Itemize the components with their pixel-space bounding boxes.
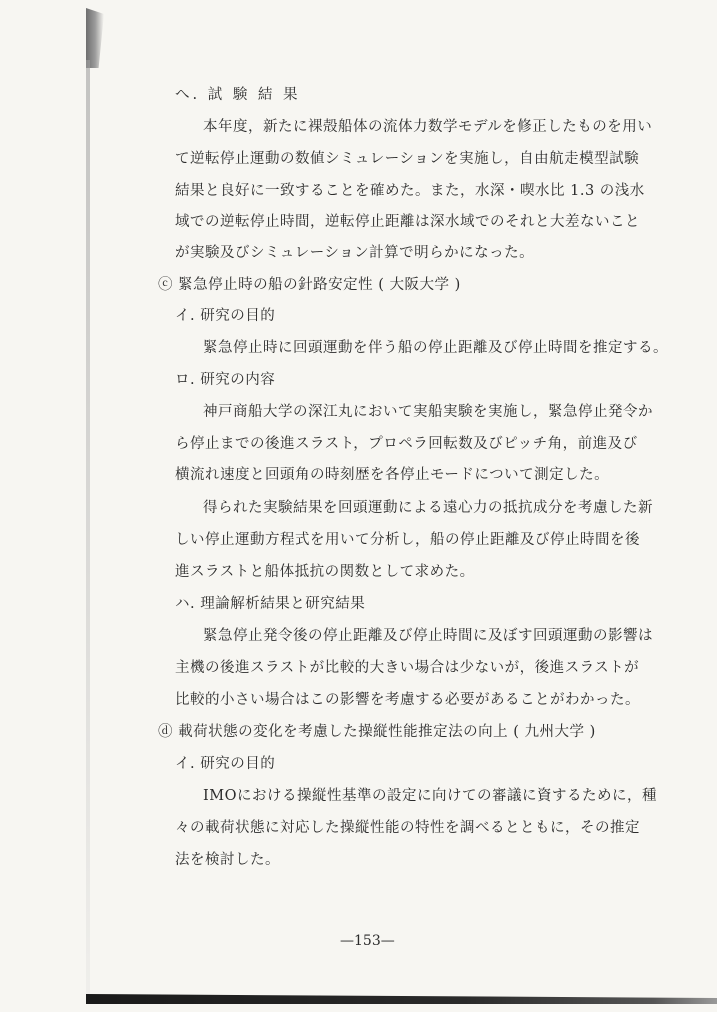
body-line: 緊急停止時に回頭運動を伴う船の停止距離及び停止時間を推定する。 (203, 340, 668, 356)
scan-shadow-bottom (86, 994, 717, 1004)
body-line: 神戸商船大学の深江丸において実船実験を実施し，緊急停止発令か (203, 404, 653, 420)
body-line: 結果と良好に一致することを確めた。また，水深・喫水比 1.3 の浅水 (175, 183, 645, 199)
section-heading-d: ⓓ 載荷状態の変化を考慮した操縦性能推定法の向上 ( 九州大学 ) (158, 724, 596, 740)
body-line: て逆転停止運動の数値シミュレーションを実施し，自由航走模型試験 (175, 151, 640, 167)
body-line: 横流れ速度と回頭角の時刻歴を各停止モードについて測定した。 (175, 467, 610, 483)
body-line: 得られた実験結果を回頭運動による遠心力の抵抗成分を考慮した新 (203, 500, 653, 516)
body-line: が実験及びシミュレーション計算で明らかになった。 (175, 245, 535, 261)
body-line: 緊急停止発令後の停止距離及び停止時間に及ぼす回頭運動の影響は (203, 628, 653, 644)
body-line: しい停止運動方程式を用いて分析し，船の停止距離及び停止時間を後 (175, 532, 640, 548)
body-line: 域での逆転停止時間，逆転停止距離は深水域でのそれと大差ないこと (175, 214, 640, 230)
body-line: IMOにおける操縦性基準の設定に向けての審議に資するために，種 (203, 788, 657, 804)
body-line: 法を検討した。 (175, 852, 280, 868)
body-line: 本年度，新たに裸殻船体の流体力数学モデルを修正したものを用い (203, 119, 653, 135)
page-number: —153— (340, 933, 395, 949)
body-line: 々の載荷状態に対応した操縦性能の特性を調べるとともに，その推定 (175, 820, 640, 836)
scan-shadow-top (86, 8, 104, 68)
body-line: 比較的小さい場合はこの影響を考慮する必要があることがわかった。 (175, 692, 640, 708)
body-line: 主機の後進スラストが比較的大きい場合は少ないが，後進スラストが (175, 660, 640, 676)
subheading-purpose: イ. 研究の目的 (175, 756, 276, 772)
subheading-content: ロ. 研究の内容 (175, 372, 276, 388)
section-heading-c: ⓒ 緊急停止時の船の針路安定性 ( 大阪大学 ) (158, 277, 461, 293)
body-line: ら停止までの後進スラスト，プロペラ回転数及びピッチ角，前進及び (175, 436, 638, 452)
subheading-purpose: イ. 研究の目的 (175, 308, 276, 324)
subheading-results: ハ. 理論解析結果と研究結果 (175, 596, 366, 612)
section-heading-he: へ. 試 験 結 果 (175, 87, 301, 103)
body-line: 進スラストと船体抵抗の関数として求めた。 (175, 564, 475, 580)
scan-shadow-left (86, 60, 90, 1000)
